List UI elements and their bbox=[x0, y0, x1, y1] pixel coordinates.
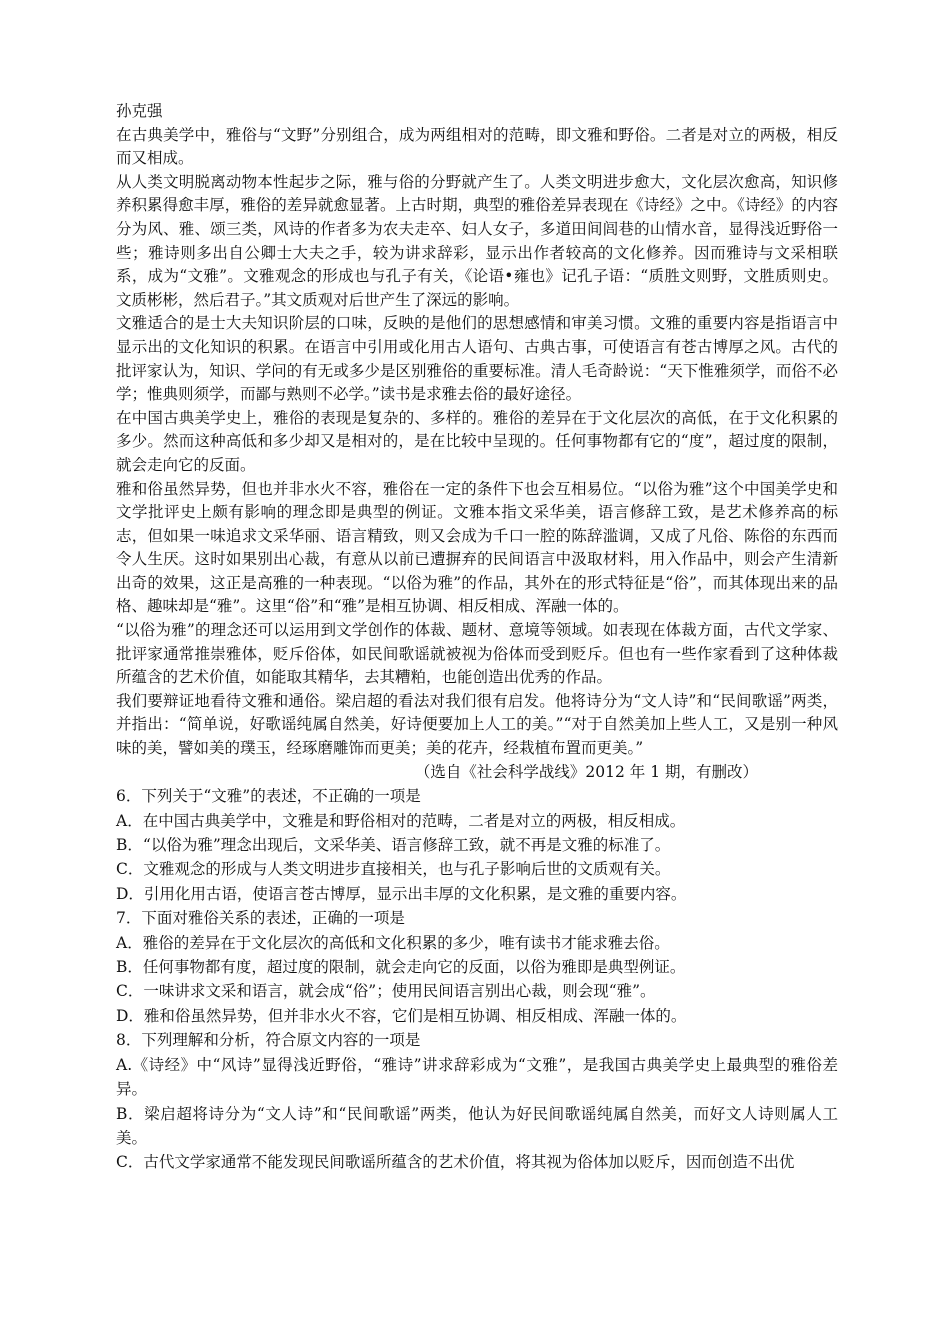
option-c: C．古代文学家通常不能发现民间歌谣所蕴含的艺术价值，将其视为俗体加以贬斥，因而创造不出优 bbox=[116, 1153, 795, 1172]
article-paragraph-5: 雅和俗虽然异势，但也并非水火不容，雅俗在一定的条件下也会互相易位。“以俗为雅”这个中国美学史和文学批评史上颇有影响的理念即是典型的例证。文雅本指文采华美，语言修辞工致，是艺术修养高的标志，但如果一味追求文采华丽、语言精致，则又会成为千口一腔的陈辞滥调，又成了凡俗、陈俗的东西而令人生厌。这时如果别出心裁，有意从以前已遭摒弃的民间语言中汲取材料，用入作品中，则会产生清新出奇的效果，这正是高雅的一种表现。“以俗为雅”的作品，其外在的形式特征是“俗”，而其体现出来的品格、趣味却是“雅”。这里“俗”和“雅”是相互协调、相反相成、浑融一体的。 bbox=[116, 479, 838, 616]
question-8 bbox=[116, 1028, 838, 1174]
article-paragraph-1: 在古典美学中，雅俗与“文野”分别组合，成为两组相对的范畴，即文雅和野俗。二者是对立的两极，相反而又相成。 bbox=[116, 125, 838, 168]
option-b: B．“以俗为雅”理念出现后，文采华美、语言修辞工致，就不再是文雅的标准了。 bbox=[116, 836, 671, 855]
article-paragraph-2: 从人类文明脱离动物本性起步之际，雅与俗的分野就产生了。人类文明进步愈大，文化层次愈高，知识修养积累得愈丰厚，雅俗的差异就愈显著。上古时期，典型的雅俗差异表现在《诗经》之中。《诗经》的内容分为风、雅、颂三类，风诗的作者多为农夫走卒、妇人女子，多道田间闾巷的山情水音，显得浅近野俗一些；雅诗则多出自公卿士大夫之手，较为讲求辞彩，显示出作者较高的文化修养。因而雅诗与文采相联系，成为“文雅”。文雅观念的形成也与孔子有关，《论语•雍也》记孔子语：“质胜文则野，文胜质则史。文质彬彬，然后君子。”其文质观对后世产生了深远的影响。 bbox=[116, 172, 838, 309]
question-6 bbox=[116, 784, 838, 906]
question-stem: 8．下列理解和分析，符合原文内容的一项是 bbox=[116, 1031, 421, 1050]
article-paragraph-6: “以俗为雅”的理念还可以运用到文学创作的体裁、题材、意境等领域。如表现在体裁方面，古代文学家、批评家通常推崇雅体，贬斥俗体，如民间歌谣就被视为俗体而受到贬斥。但也有一些作家看到了这种体裁所蕴含的艺术价值，如能取其精华，去其糟粕，也能创造出优秀的作品。 bbox=[116, 621, 838, 687]
article-paragraph-3: 文雅适合的是士大夫知识阶层的口味，反映的是他们的思想感情和审美习惯。文雅的重要内容是指语言中显示出的文化知识的积累。在语言中引用或化用古人语句、古典古事，可使语言有苍古博厚之风。古代的批评家认为，知识、学问的有无或多少是区别雅俗的重要标准。清人毛奇龄说：“天下惟雅须学，而俗不必学；惟典则须学，而鄙与熟则不必学。”读书是求雅去俗的最好途径。 bbox=[116, 314, 838, 404]
article-author: 孙克强 bbox=[116, 102, 163, 120]
option-a: A．雅俗的差异在于文化层次的高低和文化积累的多少，唯有读书才能求雅去俗。 bbox=[116, 933, 670, 952]
option-b: B．梁启超将诗分为“文人诗”和“民间歌谣”两类，他认为好民间歌谣纯属自然美，而好文人诗则属人工美。 bbox=[116, 1104, 838, 1147]
option-b: B．任何事物都有度，超过度的限制，就会走向它的反面，以俗为雅即是典型例证。 bbox=[116, 958, 686, 977]
option-a: A．在中国古典美学中，文雅是和野俗相对的范畴，二者是对立的两极，相反相成。 bbox=[116, 811, 686, 830]
option-c: C．文雅观念的形成与人类文明进步直接相关，也与孔子影响后世的文质观有关。 bbox=[116, 860, 671, 879]
option-c: C．一味讲求文采和语言，就会成“俗”；使用民间语言别出心裁，则会现“雅”。 bbox=[116, 982, 656, 1001]
exam-page bbox=[116, 100, 838, 1175]
option-d: D．雅和俗虽然异势，但并非水火不容，它们是相互协调、相反相成、浑融一体的。 bbox=[116, 1006, 687, 1025]
article-paragraph-4: 在中国古典美学史上，雅俗的表现是复杂的、多样的。雅俗的差异在于文化层次的高低，在于文化积累的多少。然而这种高低和多少却又是相对的，是在比较中呈现的。任何事物都有它的“度”，超过度的限制，就会走向它的反面。 bbox=[116, 408, 838, 474]
option-d: D．引用化用古语，使语言苍古博厚，显示出丰厚的文化积累，是文雅的重要内容。 bbox=[116, 884, 687, 903]
article-source: （选自《社会科学战线》2012 年 1 期，有删改） bbox=[414, 762, 758, 781]
option-a: A.《诗经》中“风诗”显得浅近野俗，“雅诗”讲求辞彩成为“文雅”，是我国古典美学史上最典型的雅俗差异。 bbox=[116, 1055, 838, 1099]
question-stem: 7．下面对雅俗关系的表述，正确的一项是 bbox=[116, 909, 405, 928]
article-paragraph-7: 我们要辩证地看待文雅和通俗。梁启超的看法对我们很有启发。他将诗分为“文人诗”和“民间歌谣”两类，并指出：“简单说，好歌谣纯属自然美，好诗便要加上人工的美。”“对于自然美加上些人工，又是别一种风味的美，譬如美的璞玉，经琢磨雕饰而更美；美的花卉，经栽植布置而更美。” bbox=[116, 691, 838, 758]
question-7 bbox=[116, 906, 838, 1028]
question-stem: 6．下列关于“文雅”的表述，不正确的一项是 bbox=[116, 787, 421, 806]
